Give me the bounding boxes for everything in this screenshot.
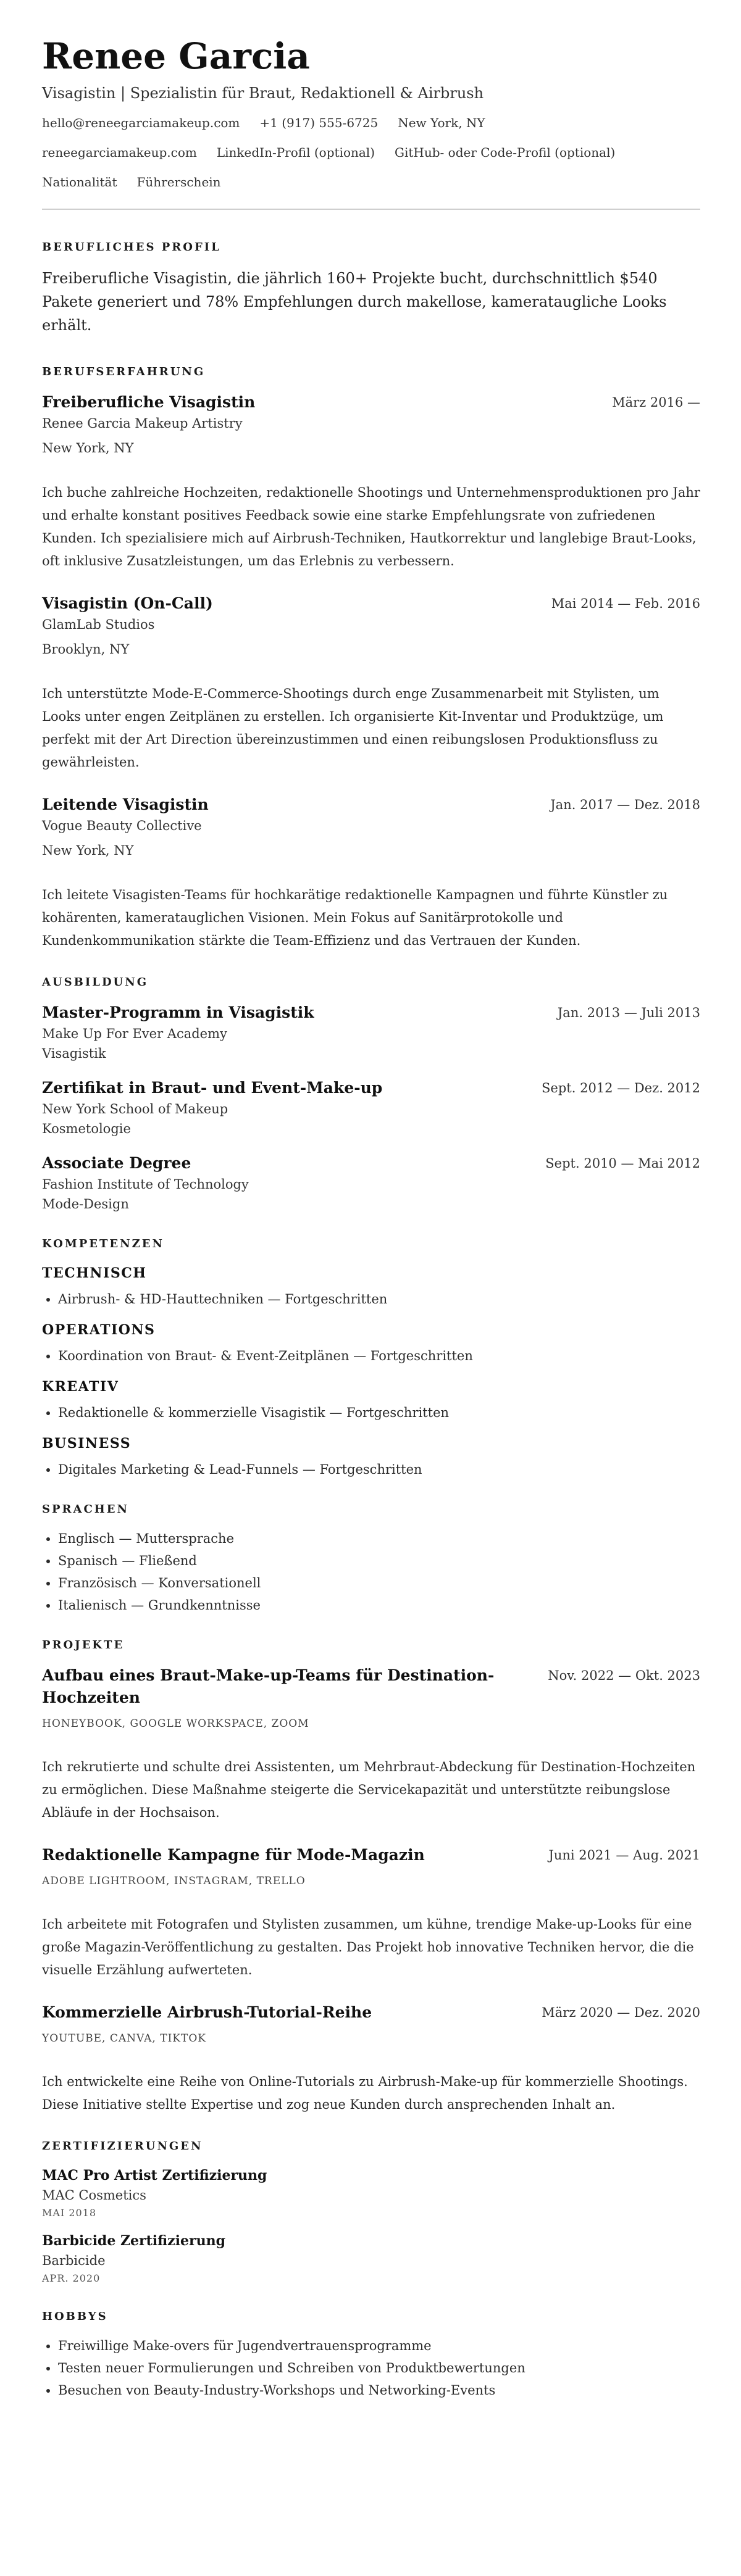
school-name: Fashion Institute of Technology — [42, 1177, 249, 1192]
phone-link[interactable]: +1 (917) 555-6725 — [259, 115, 379, 130]
school-name: Make Up For Ever Academy — [42, 1026, 227, 1041]
job-location: New York, NY — [42, 441, 134, 455]
job-company: Renee Garcia Makeup Artistry — [42, 416, 243, 431]
location-text: New York, NY — [398, 115, 485, 130]
language-item: • Italienisch — Grundkenntnisse — [58, 1595, 700, 1615]
degree-title: Associate Degree — [42, 1154, 191, 1172]
skills-section — [42, 1236, 700, 1479]
skill-item: • Koordination von Braut- & Event-Zeitplänen — Fortgeschritten — [58, 1346, 700, 1366]
study-field: Mode-Design — [42, 1197, 129, 1211]
education-entry — [42, 1002, 700, 1063]
job-company: GlamLab Studios — [42, 617, 155, 632]
headline: Visagistin | Spezialistin für Braut, Redaktionell & Airbrush — [42, 85, 484, 102]
study-field: Visagistik — [42, 1046, 106, 1061]
school-name: New York School of Makeup — [42, 1102, 228, 1116]
job-company: Vogue Beauty Collective — [42, 818, 202, 833]
job-role: Visagistin (On-Call) — [42, 594, 213, 612]
skill-list — [42, 1289, 700, 1309]
project-tools: HONEYBOOK, GOOGLE WORKSPACE, ZOOM — [42, 1718, 309, 1730]
language-item: • Französisch — Konversationell — [58, 1573, 700, 1593]
website-link[interactable]: reneegarciamakeup.com — [42, 145, 197, 160]
project-entry — [42, 1664, 700, 1824]
contact-row-primary — [42, 114, 700, 132]
certification-entry — [42, 2166, 700, 2221]
hobby-item: • Besuchen von Beauty-Industry-Workshops und Networking-Events — [58, 2380, 700, 2400]
skill-list — [42, 1403, 700, 1423]
certification-name: Barbicide Zertifizierung — [42, 2233, 225, 2249]
study-field: Kosmetologie — [42, 1121, 131, 1136]
project-description: Ich arbeitete mit Fotografen und Stylisten zusammen, um kühne, trendige Make-up-Looks für eine große Magazin-Veröffentlichung zu gestalten. Das Projekt hob innovative Techniken hervor, die die visuelle Erzählung aufwerteten. — [42, 1917, 694, 1977]
job-date: Jan. 2017 — Dez. 2018 — [550, 797, 700, 812]
project-date: März 2020 — Dez. 2020 — [542, 2005, 700, 2020]
skill-item: • Digitales Marketing & Lead-Funnels — Fortgeschritten — [58, 1460, 700, 1479]
candidate-name: Renee Garcia — [42, 35, 310, 77]
github-link[interactable]: GitHub- oder Code-Profil (optional) — [395, 145, 616, 160]
hobby-item: • Testen neuer Formulierungen und Schreiben von Produktbewertungen — [58, 2358, 700, 2378]
degree-date: Sept. 2010 — Mai 2012 — [545, 1156, 700, 1171]
skill-category: OPERATIONS — [42, 1322, 156, 1338]
job-location: Brooklyn, NY — [42, 642, 130, 657]
skill-list — [42, 1460, 700, 1479]
experience-title: BERUFSERFAHRUNG — [42, 365, 206, 378]
job-description: Ich unterstützte Mode-E-Commerce-Shootings durch enge Zusammenarbeit mit Stylisten, um Looks unter engen Zeitplänen zu erstellen. Ich organisierte Kit-Inventar und Produktzüge, um perfekt mit der Art Direction übereinzustimmen und einen reibungslosen Produktionsfluss zu gewährleisten. — [42, 686, 664, 770]
hobbies-title: HOBBYS — [42, 2310, 108, 2323]
profile-section — [42, 239, 700, 337]
job-description: Ich leitete Visagisten-Teams für hochkarätige redaktionelle Kampagnen und führte Künstler zu kohärenten, kameratauglichen Visionen. Mein Fokus auf Sanitärprotokolle und Kundenkommunikation stärkte die Team-Effizienz und das Vertrauen der Kunden. — [42, 887, 668, 948]
project-description: Ich rekrutierte und schulte drei Assistenten, um Mehrbraut-Abdeckung für Destination-Hochzeiten zu ermöglichen. Diese Maßnahme steigerte die Servicekapazität und unterstützte reibungslose Abläufe in der Hochsaison. — [42, 1760, 696, 1820]
skill-category: BUSINESS — [42, 1435, 132, 1452]
certifications-title: ZERTIFIZIERUNGEN — [42, 2140, 203, 2153]
skill-item: • Airbrush- & HD-Hauttechniken — Fortgeschritten — [58, 1289, 700, 1309]
skill-category: TECHNISCH — [42, 1265, 147, 1281]
education-title: AUSBILDUNG — [42, 976, 149, 989]
job-date: März 2016 — — [612, 395, 700, 410]
skill-item: • Redaktionelle & kommerzielle Visagistik — Fortgeschritten — [58, 1403, 700, 1423]
project-tools: ADOBE LIGHTROOM, INSTAGRAM, TRELLO — [42, 1875, 306, 1887]
project-description: Ich entwickelte eine Reihe von Online-Tutorials zu Airbrush-Make-up für kommerzielle Shootings. Diese Initiative stellte Expertise und zog neue Kunden durch ansprechenden Inhalt an. — [42, 2074, 688, 2112]
certification-issuer: Barbicide — [42, 2253, 106, 2268]
degree-title: Zertifikat in Braut- und Event-Make-up — [42, 1079, 383, 1097]
hobby-item: • Freiwillige Make-overs für Jugendvertrauensprogramme — [58, 2336, 700, 2356]
experience-entry — [42, 391, 700, 573]
project-name: Redaktionelle Kampagne für Mode-Magazin — [42, 1846, 425, 1864]
skills-title: KOMPETENZEN — [42, 1237, 164, 1250]
linkedin-link[interactable]: LinkedIn-Profil (optional) — [216, 145, 375, 160]
certifications-section — [42, 2138, 700, 2287]
projects-section — [42, 1637, 700, 2116]
profile-title: BERUFLICHES PROFIL — [42, 241, 221, 254]
certification-entry — [42, 2231, 700, 2287]
certification-issuer: MAC Cosmetics — [42, 2188, 146, 2203]
header-divider — [42, 209, 700, 210]
experience-section — [42, 364, 700, 952]
project-name: Kommerzielle Airbrush-Tutorial-Reihe — [42, 2003, 372, 2021]
skill-category: KREATIV — [42, 1379, 119, 1395]
degree-date: Sept. 2012 — Dez. 2012 — [542, 1081, 700, 1095]
email-link[interactable]: hello@reneegarciamakeup.com — [42, 115, 240, 130]
project-entry — [42, 2001, 700, 2116]
experience-entry — [42, 592, 700, 774]
project-date: Nov. 2022 — Okt. 2023 — [548, 1668, 700, 1683]
project-date: Juni 2021 — Aug. 2021 — [548, 1848, 700, 1863]
project-entry — [42, 1844, 700, 1982]
education-entry — [42, 1077, 700, 1139]
degree-date: Jan. 2013 — Juli 2013 — [557, 1005, 700, 1020]
certification-date: APR. 2020 — [42, 2272, 101, 2284]
experience-entry — [42, 794, 700, 952]
certification-name: MAC Pro Artist Zertifizierung — [42, 2167, 267, 2183]
hobbies-section — [42, 2309, 700, 2400]
projects-title: PROJEKTE — [42, 1639, 125, 1652]
contact-row-links — [42, 143, 700, 162]
hobby-list — [42, 2336, 700, 2400]
profile-summary: Freiberufliche Visagistin, die jährlich 160+ Projekte bucht, durchschnittlich $540 Pakete generiert und 78% Empfehlungen durch makellose, kamerataugliche Looks erhält. — [42, 270, 667, 334]
resume-header — [42, 35, 700, 191]
education-section — [42, 974, 700, 1214]
job-date: Mai 2014 — Feb. 2016 — [551, 596, 700, 611]
nationality-text: Nationalität — [42, 175, 117, 189]
job-location: New York, NY — [42, 843, 134, 858]
resume-content — [42, 35, 700, 2422]
languages-section — [42, 1502, 700, 1615]
license-text: Führerschein — [136, 175, 221, 189]
languages-title: SPRACHEN — [42, 1503, 129, 1516]
education-entry — [42, 1152, 700, 1214]
job-role: Freiberufliche Visagistin — [42, 393, 256, 411]
language-list — [42, 1529, 700, 1615]
language-item: • Spanisch — Fließend — [58, 1551, 700, 1571]
job-description: Ich buche zahlreiche Hochzeiten, redaktionelle Shootings und Unternehmensproduktionen pro Jahr und erhalte konstant positives Feedback sowie eine starke Empfehlungsrate von zufriedenen Kunden. Ich spezialisiere mich auf Airbrush-Techniken, Hautkorrektur und langlebige Braut-Looks, oft inklusive Zusatzleistungen, um das Erlebnis zu verbessern. — [42, 485, 700, 568]
project-tools: YOUTUBE, CANVA, TIKTOK — [42, 2032, 206, 2045]
degree-title: Master-Programm in Visagistik — [42, 1003, 314, 1021]
certification-date: MAI 2018 — [42, 2207, 97, 2219]
skill-list — [42, 1346, 700, 1366]
language-item: • Englisch — Muttersprache — [58, 1529, 700, 1548]
contact-row-personal — [42, 173, 700, 191]
project-name: Aufbau eines Braut-Make-up-Teams für Destination-Hochzeiten — [42, 1666, 495, 1706]
job-role: Leitende Visagistin — [42, 796, 209, 813]
